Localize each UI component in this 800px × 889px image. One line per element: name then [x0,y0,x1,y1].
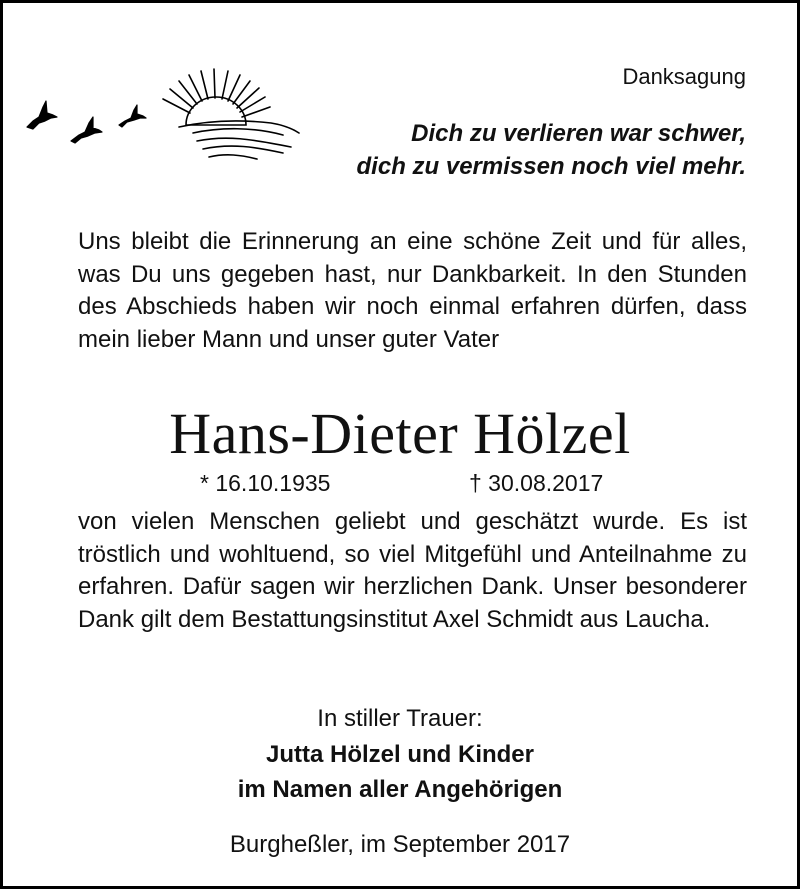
motto-line: dich zu vermissen noch viel mehr. [356,153,746,180]
thanks-paragraph: von vielen Menschen geliebt und geschätzt wurde. Es ist tröstlich und wohltuend, so viel Mitgefühl und Anteilnahme zu erfahren. Dafür sagen wir herzlichen Dank. Unser besonderer Dank gilt dem Bestattungsinstitut Axel Schmidt aus Laucha. [78,508,747,633]
motto [226,117,746,183]
signer-line: Jutta Hölzel und Kinder [265,741,534,768]
mourning-label: In stiller Trauer: [317,705,483,732]
signer-line: im Namen aller Angehörigen [237,776,563,803]
motto-line: Dich zu verlieren war schwer, [411,120,746,147]
notice-type-label: Danksagung [622,64,746,89]
birth-date: * 16.10.1935 [200,470,331,496]
intro-paragraph: Uns bleibt die Erinnerung an eine schöne Zeit und für alles, was Du uns gegeben hast, nur Dankbarkeit. In den Stunden des Abschieds haben wir noch einmal erfahren dürfen, dass mein lieber Mann und unser guter Vater [78,228,747,353]
bird-icon [71,117,102,143]
bird-icon [119,105,146,127]
death-date: † 30.08.2017 [469,470,604,496]
deceased-name: Hans-Dieter Hölzel [169,401,631,466]
bird-icon [27,101,57,129]
place-date: Burgheßler, im September 2017 [229,831,571,858]
